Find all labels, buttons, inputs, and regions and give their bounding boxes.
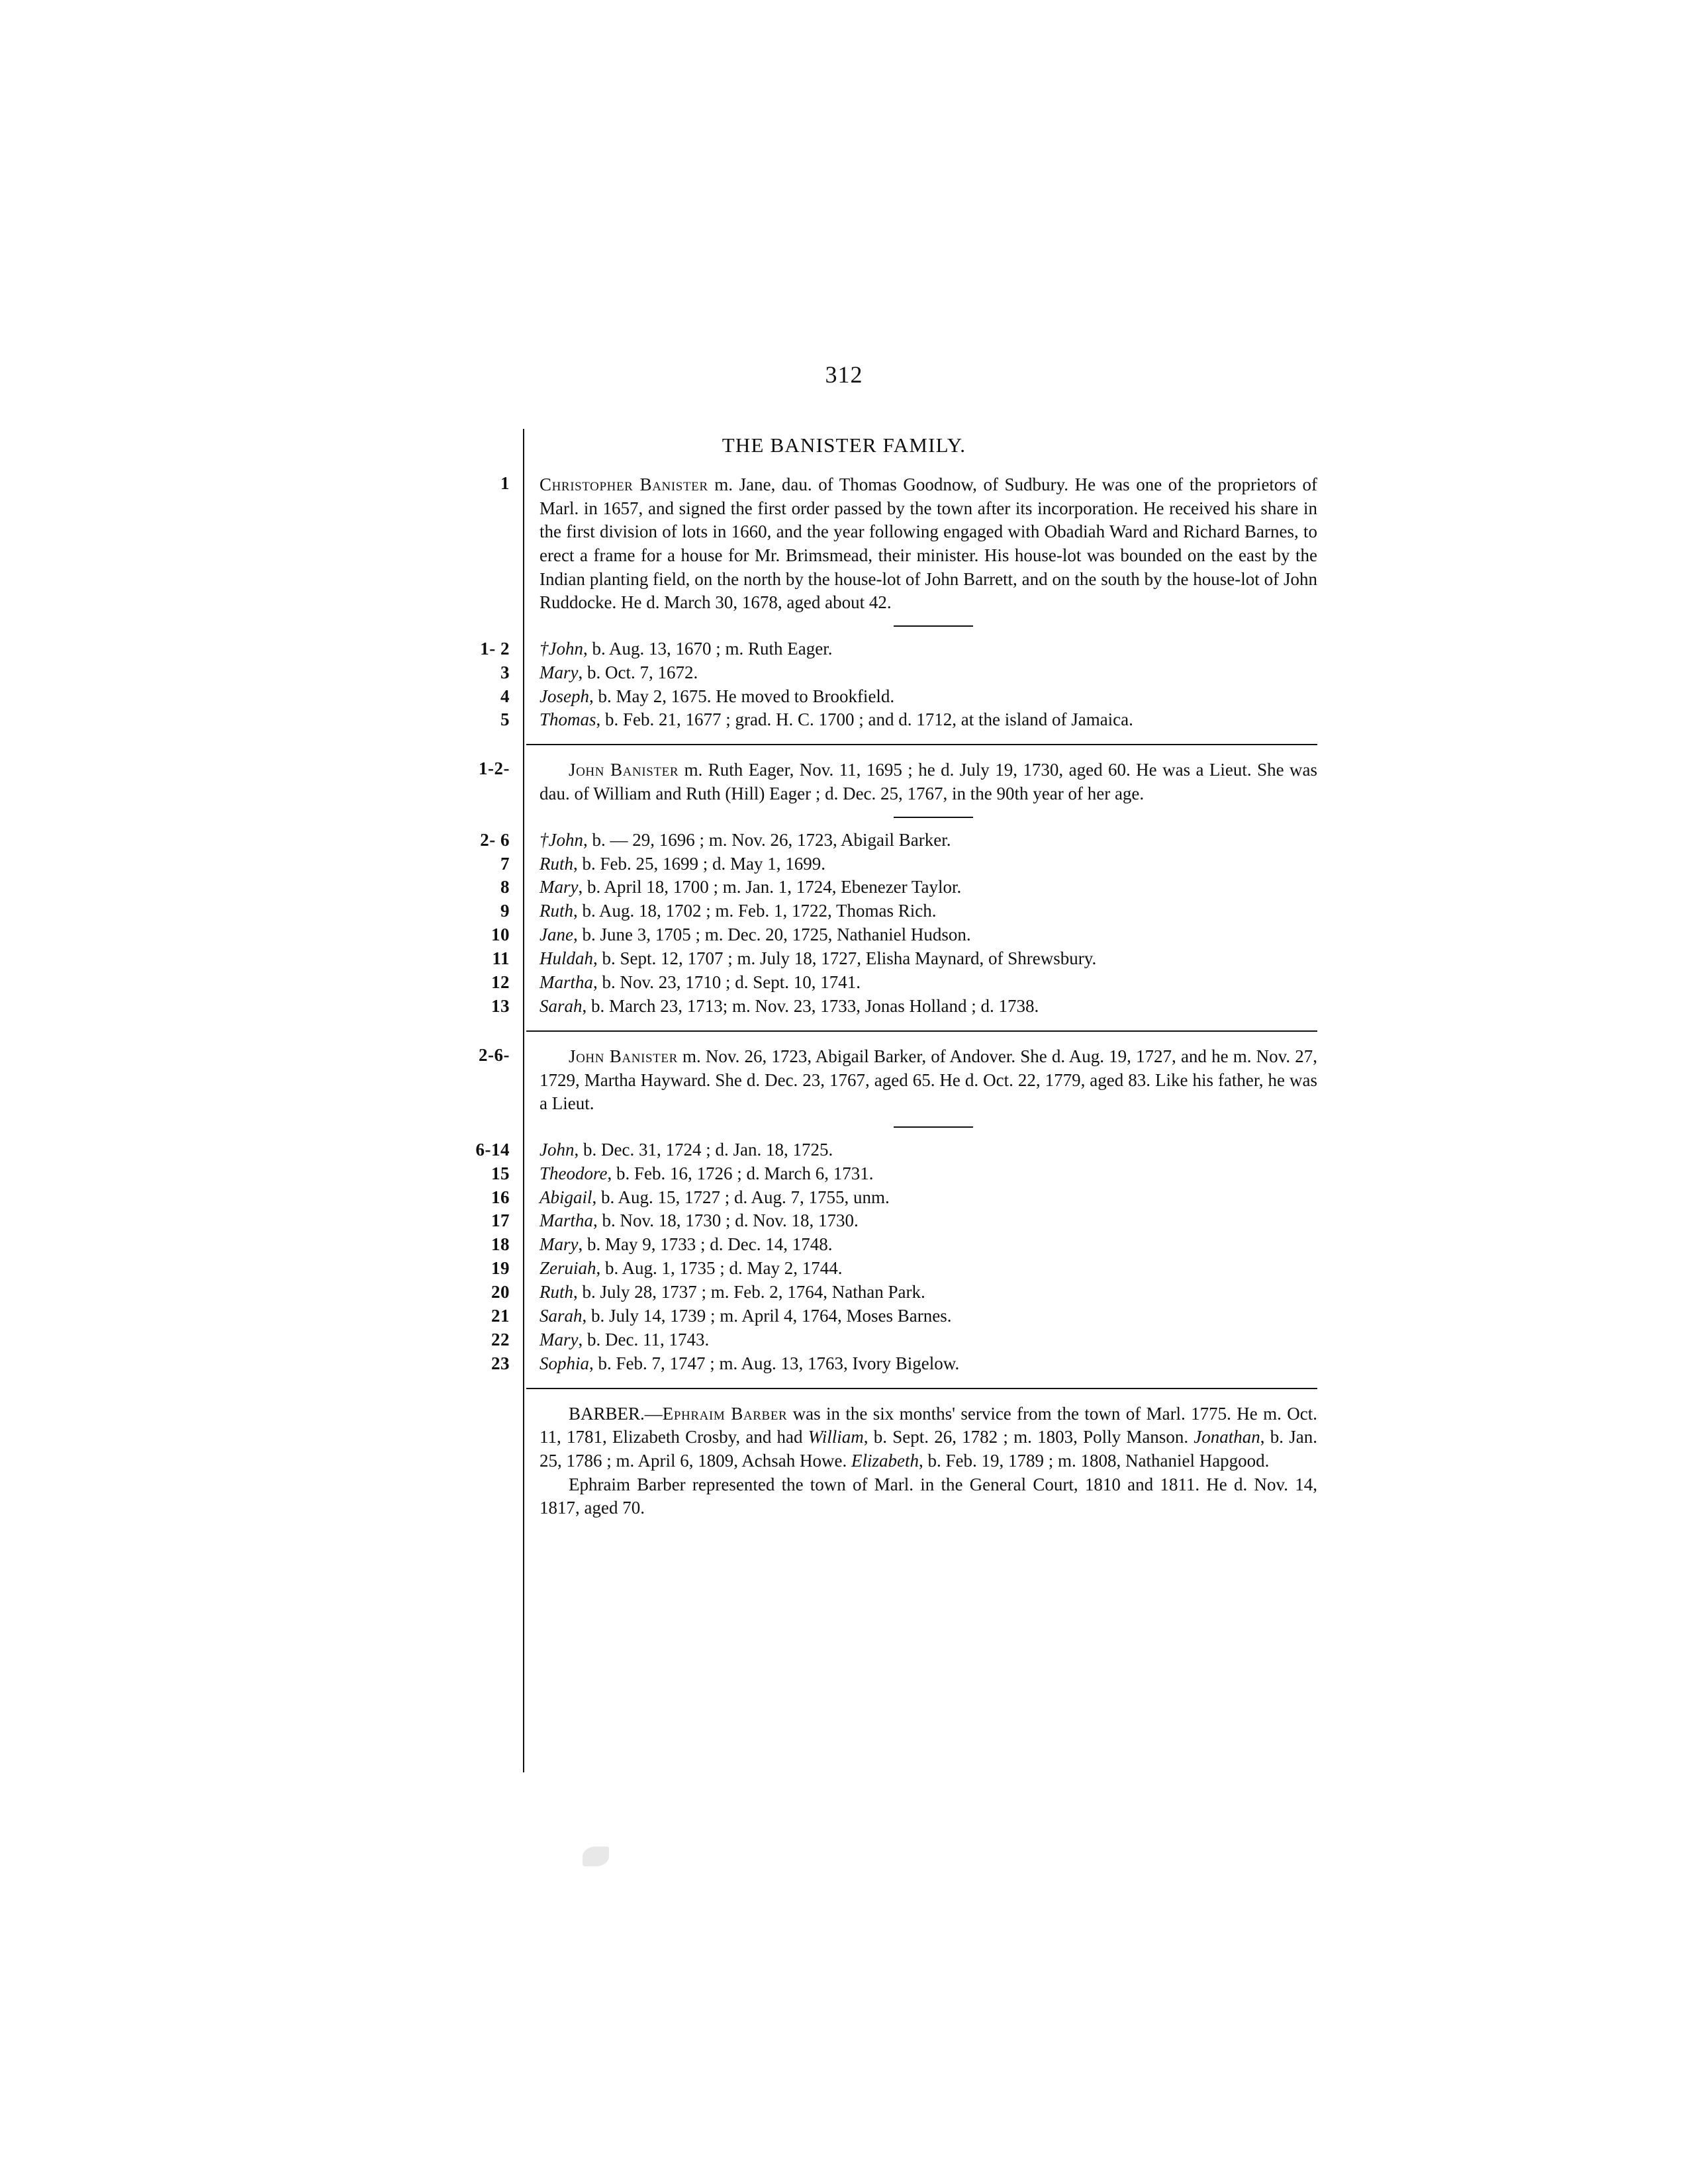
child-number: 12 bbox=[491, 972, 510, 993]
child-number: 5 bbox=[500, 709, 510, 730]
entry-header bbox=[0, 473, 1688, 615]
child-list-item bbox=[0, 1304, 1688, 1328]
child-list-item bbox=[0, 923, 1688, 947]
child-number: 4 bbox=[500, 686, 510, 706]
child-number: 3 bbox=[500, 662, 510, 682]
child-number: 13 bbox=[491, 995, 510, 1016]
entry-header bbox=[0, 758, 1688, 805]
child-text: , b. Sept. 12, 1707 ; m. July 18, 1727, Elisha Maynard, of Shrewsbury. bbox=[593, 948, 1097, 969]
entry-text: m. Ruth Eager, Nov. 11, 1695 ; he d. July 19, 1730, aged 60. He was a Lieut. She was dau. of William and Ruth (Hill) Eager ; d. Dec. 25, 1767, in the 90th year of her age. bbox=[539, 760, 1318, 803]
child-name: Abigail bbox=[539, 1187, 592, 1207]
barber-text-c: , b. Jan. 25, 1786 ; m. April 6, 1809, Achsah Howe. bbox=[539, 1427, 1317, 1471]
child-text: , b. Feb. 21, 1677 ; grad. H. C. 1700 ; and d. 1712, at the island of Jamaica. bbox=[596, 709, 1133, 730]
child-number: 8 bbox=[500, 877, 510, 897]
child-text: , b. — 29, 1696 ; m. Nov. 26, 1723, Abigail Barker. bbox=[583, 829, 951, 850]
child-number: 18 bbox=[491, 1234, 510, 1255]
child-entry bbox=[539, 1304, 1317, 1328]
child-name: Jonathan bbox=[1194, 1427, 1260, 1447]
family-entry-barber bbox=[0, 1402, 1688, 1520]
child-text: , b. July 14, 1739 ; m. April 4, 1764, Moses Barnes. bbox=[582, 1306, 952, 1326]
child-number: 11 bbox=[492, 948, 510, 969]
child-list-item bbox=[0, 852, 1688, 876]
child-name: Sophia bbox=[539, 1353, 590, 1373]
child-entry bbox=[539, 1352, 1317, 1376]
barber-paragraph-2: Ephraim Barber represented the town of Marl. in the General Court, 1810 and 1811. He d. Nov. 14, 1817, aged 70. bbox=[539, 1474, 1317, 1518]
barber-text-b: , b. Sept. 26, 1782 ; m. 1803, Polly Manson. bbox=[863, 1427, 1194, 1447]
child-list-item bbox=[0, 685, 1688, 709]
child-entry bbox=[539, 1209, 1317, 1233]
child-text: , b. May 9, 1733 ; d. Dec. 14, 1748. bbox=[578, 1234, 833, 1255]
child-text: , b. Nov. 18, 1730 ; d. Nov. 18, 1730. bbox=[593, 1210, 859, 1231]
child-name: Thomas bbox=[539, 709, 596, 730]
family-entry-john-banister-2-6 bbox=[0, 1045, 1688, 1376]
child-number: 15 bbox=[491, 1163, 510, 1183]
child-list-item bbox=[0, 637, 1688, 661]
child-name: Ruth bbox=[539, 1282, 573, 1302]
child-entry bbox=[539, 685, 1317, 709]
family-entry-john-banister-1-2 bbox=[0, 758, 1688, 1019]
child-list-item bbox=[0, 1281, 1688, 1304]
entry-number: 1 bbox=[500, 473, 510, 493]
child-number: 2- 6 bbox=[480, 829, 510, 850]
child-number: 1- 2 bbox=[480, 638, 510, 659]
barber-heading: BARBER.— bbox=[569, 1403, 663, 1424]
child-name: John bbox=[539, 1139, 575, 1160]
entry-number: 2-6- bbox=[479, 1044, 510, 1065]
child-name: †John bbox=[539, 829, 583, 850]
child-name: Elizabeth bbox=[851, 1451, 919, 1471]
child-text: , b. Aug. 15, 1727 ; d. Aug. 7, 1755, unm. bbox=[592, 1187, 890, 1207]
child-name: Theodore bbox=[539, 1163, 608, 1183]
child-text: , b. Feb. 16, 1726 ; d. March 6, 1731. bbox=[607, 1163, 874, 1183]
child-text: , b. Dec. 31, 1724 ; d. Jan. 18, 1725. bbox=[574, 1139, 833, 1160]
child-entry bbox=[539, 971, 1317, 995]
child-entry bbox=[539, 829, 1317, 852]
child-number: 22 bbox=[491, 1330, 510, 1349]
section-separator bbox=[526, 744, 1317, 745]
child-entry bbox=[539, 852, 1317, 876]
child-entry bbox=[539, 876, 1317, 899]
child-name: Mary bbox=[539, 1234, 579, 1255]
child-name: Joseph bbox=[539, 686, 589, 706]
child-name: Sarah bbox=[539, 995, 583, 1016]
entry-text: m. Nov. 26, 1723, Abigail Barker, of Andover. She d. Aug. 19, 1727, and he m. Nov. 27, 1729, Martha Hayward. She d. Dec. 23, 1767, aged 65. He d. Oct. 22, 1779, aged 83. Like his father, he was a Lieut. bbox=[539, 1046, 1317, 1114]
family-entry-christopher-banister bbox=[0, 473, 1688, 732]
child-text: , b. March 23, 1713; m. Nov. 23, 1733, Jonas Holland ; d. 1738. bbox=[582, 995, 1039, 1016]
section-separator bbox=[526, 1030, 1317, 1032]
child-number: 9 bbox=[500, 901, 510, 921]
child-text: , b. July 28, 1737 ; m. Feb. 2, 1764, Nathan Park. bbox=[573, 1282, 925, 1302]
child-entry bbox=[539, 1162, 1317, 1186]
child-list-item bbox=[0, 1209, 1688, 1233]
child-list-item bbox=[0, 708, 1688, 732]
child-entry bbox=[539, 1257, 1317, 1281]
child-entry bbox=[539, 1281, 1317, 1304]
child-list-item bbox=[0, 1186, 1688, 1210]
child-number: 7 bbox=[500, 853, 510, 874]
child-list-item bbox=[0, 1138, 1688, 1162]
entry-number: 1-2- bbox=[479, 758, 510, 779]
child-name: Mary bbox=[539, 877, 579, 897]
child-list-item bbox=[0, 1257, 1688, 1281]
child-text: , b. April 18, 1700 ; m. Jan. 1, 1724, Ebenezer Taylor. bbox=[578, 877, 962, 897]
scan-artifact-icon bbox=[583, 1846, 609, 1866]
child-name: Mary bbox=[539, 1330, 579, 1349]
barber-text-d: , b. Feb. 19, 1789 ; m. 1808, Nathaniel Hapgood. bbox=[918, 1451, 1270, 1471]
child-entry bbox=[539, 1233, 1317, 1257]
entry-paragraph bbox=[539, 758, 1317, 805]
child-entry bbox=[539, 1186, 1317, 1210]
child-name: Mary bbox=[539, 662, 579, 682]
child-entry bbox=[539, 1138, 1317, 1162]
child-list-item bbox=[0, 1162, 1688, 1186]
child-name: Jane bbox=[539, 925, 573, 945]
child-number: 19 bbox=[491, 1258, 510, 1279]
child-number: 17 bbox=[491, 1210, 510, 1231]
child-list-item bbox=[0, 947, 1688, 971]
child-entry bbox=[539, 923, 1317, 947]
section-divider bbox=[894, 1126, 973, 1128]
barber-text-a: was in the six months' service from the town of Marl. 1775. He m. Oct. 11, 1781, Elizabeth Crosby, and had bbox=[539, 1403, 1317, 1447]
entry-paragraph bbox=[539, 1045, 1317, 1116]
person-name: John Banister bbox=[569, 760, 679, 780]
person-name: Ephraim Barber bbox=[662, 1403, 788, 1424]
child-number: 16 bbox=[491, 1187, 510, 1207]
child-list-item bbox=[0, 971, 1688, 995]
child-name: Zeruiah bbox=[539, 1258, 596, 1279]
child-number: 21 bbox=[491, 1306, 510, 1326]
child-name: Martha bbox=[539, 972, 593, 993]
child-number: 20 bbox=[491, 1282, 510, 1302]
child-list-item bbox=[0, 829, 1688, 852]
child-number: 23 bbox=[491, 1353, 510, 1373]
child-text: , b. Oct. 7, 1672. bbox=[578, 662, 698, 682]
child-name: Sarah bbox=[539, 1306, 583, 1326]
child-text: , b. May 2, 1675. He moved to Brookfield. bbox=[588, 686, 895, 706]
child-name: Martha bbox=[539, 1210, 593, 1231]
child-number: 6-14 bbox=[475, 1139, 510, 1160]
child-name: Huldah bbox=[539, 948, 593, 969]
child-list-item bbox=[0, 661, 1688, 685]
child-text: , b. Aug. 13, 1670 ; m. Ruth Eager. bbox=[583, 638, 833, 659]
child-text: , b. Feb. 25, 1699 ; d. May 1, 1699. bbox=[573, 853, 825, 874]
child-list-item bbox=[0, 1328, 1688, 1352]
child-name: †John bbox=[539, 638, 583, 659]
section-separator bbox=[526, 1388, 1317, 1389]
entry-paragraph bbox=[539, 473, 1317, 615]
child-name: Ruth bbox=[539, 853, 573, 874]
page-content bbox=[0, 473, 1688, 1520]
child-entry bbox=[539, 708, 1317, 732]
child-text: , b. June 3, 1705 ; m. Dec. 20, 1725, Nathaniel Hudson. bbox=[573, 925, 971, 945]
child-entry bbox=[539, 995, 1317, 1019]
section-divider bbox=[894, 817, 973, 818]
person-name: Christopher Banister bbox=[539, 475, 708, 494]
page-number: 312 bbox=[825, 361, 863, 388]
entry-header bbox=[0, 1045, 1688, 1116]
child-name: Ruth bbox=[539, 901, 573, 921]
child-entry bbox=[539, 637, 1317, 661]
page-title: THE BANISTER FAMILY. bbox=[722, 433, 966, 457]
barber-paragraph-1 bbox=[539, 1402, 1317, 1473]
child-entry bbox=[539, 661, 1317, 685]
child-name: William bbox=[808, 1427, 864, 1447]
child-entry bbox=[539, 947, 1317, 971]
child-number: 10 bbox=[491, 925, 510, 945]
child-text: , b. Feb. 7, 1747 ; m. Aug. 13, 1763, Ivory Bigelow. bbox=[589, 1353, 960, 1373]
child-text: , b. Nov. 23, 1710 ; d. Sept. 10, 1741. bbox=[593, 972, 861, 993]
child-list-item bbox=[0, 876, 1688, 899]
child-list-item bbox=[0, 1233, 1688, 1257]
child-entry bbox=[539, 899, 1317, 923]
child-list-item bbox=[0, 995, 1688, 1019]
child-text: , b. Aug. 18, 1702 ; m. Feb. 1, 1722, Thomas Rich. bbox=[573, 901, 937, 921]
section-divider bbox=[894, 625, 973, 627]
child-list-item bbox=[0, 899, 1688, 923]
entry-text: m. Jane, dau. of Thomas Goodnow, of Sudbury. He was one of the proprietors of Marl. in 1657, and signed the first order passed by the town after its incorporation. He received his share in the first division of lots in 1660, and the year following engaged with Obadiah Ward and Richard Barnes, to erect a frame for a house for Mr. Brimsmead, their minister. His house-lot was bounded on the east by the Indian planting field, on the north by the house-lot of John Barrett, and on the south by the house-lot of John Ruddocke. He d. March 30, 1678, aged about 42. bbox=[539, 475, 1317, 613]
child-entry bbox=[539, 1328, 1317, 1352]
child-text: , b. Dec. 11, 1743. bbox=[578, 1330, 710, 1349]
person-name: John Banister bbox=[569, 1046, 678, 1066]
child-list-item bbox=[0, 1352, 1688, 1376]
child-text: , b. Aug. 1, 1735 ; d. May 2, 1744. bbox=[596, 1258, 843, 1279]
